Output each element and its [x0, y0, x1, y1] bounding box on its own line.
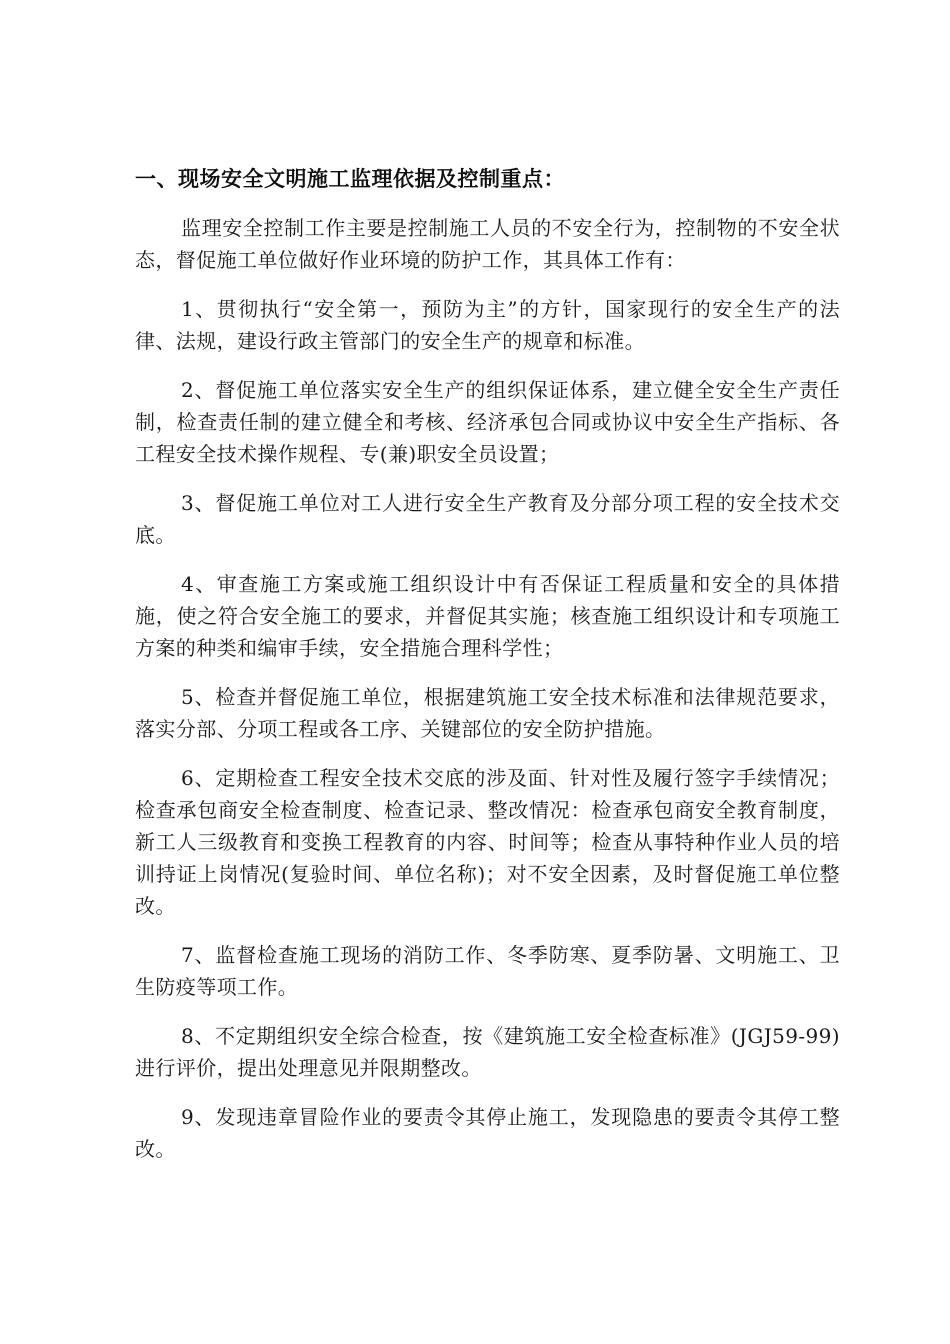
document-body	[135, 163, 840, 1182]
item-3-paragraph: 3、督促施工单位对工人进行安全生产教育及分部分项工程的安全技术交底。	[135, 491, 840, 547]
item-4-paragraph: 4、审查施工方案或施工组织设计中有否保证工程质量和安全的具体措施，使之符合安全施工的要求，并督促其实施；核查施工组织设计和专项施工方案的种类和编审手续，安全措施合理科学性；	[135, 572, 840, 660]
intro-paragraph: 监理安全控制工作主要是控制施工人员的不安全行为，控制物的不安全状态，督促施工单位做好作业环境的防护工作，其具体工作有：	[135, 216, 840, 272]
item-6-paragraph: 6、定期检查工程安全技术交底的涉及面、针对性及履行签字手续情况；检查承包商安全检查制度、检查记录、整改情况：检查承包商安全教育制度，新工人三级教育和变换工程教育的内容、时间等；检查从事特种作业人员的培训持证上岗情况(复验时间、单位名称)；对不安全因素，及时督促施工单位整改。	[135, 766, 840, 918]
item-8-paragraph: 8、不定期组织安全综合检查，按《建筑施工安全检查标准》(JGJ59-99)进行评价，提出处理意见并限期整改。	[135, 1024, 840, 1080]
item-7-paragraph: 7、监督检查施工现场的消防工作、冬季防寒、夏季防暑、文明施工、卫生防疫等项工作。	[135, 943, 840, 999]
item-2-paragraph: 2、督促施工单位落实安全生产的组织保证体系，建立健全安全生产责任制，检查责任制的建立健全和考核、经济承包合同或协议中安全生产指标、各工程安全技术操作规程、专(兼)职安全员设置；	[135, 378, 840, 466]
section-heading: 一、现场安全文明施工监理依据及控制重点：	[135, 167, 565, 191]
item-5-paragraph: 5、检查并督促施工单位，根据建筑施工安全技术标准和法律规范要求，落实分部、分项工程或各工序、关键部位的安全防护措施。	[135, 685, 840, 741]
item-1-paragraph: 1、贯彻执行“安全第一，预防为主”的方针，国家现行的安全生产的法律、法规，建设行政主管部门的安全生产的规章和标准。	[135, 297, 840, 353]
item-9-paragraph: 9、发现违章冒险作业的要责令其停止施工，发现隐患的要责令其停工整改。	[135, 1105, 840, 1161]
